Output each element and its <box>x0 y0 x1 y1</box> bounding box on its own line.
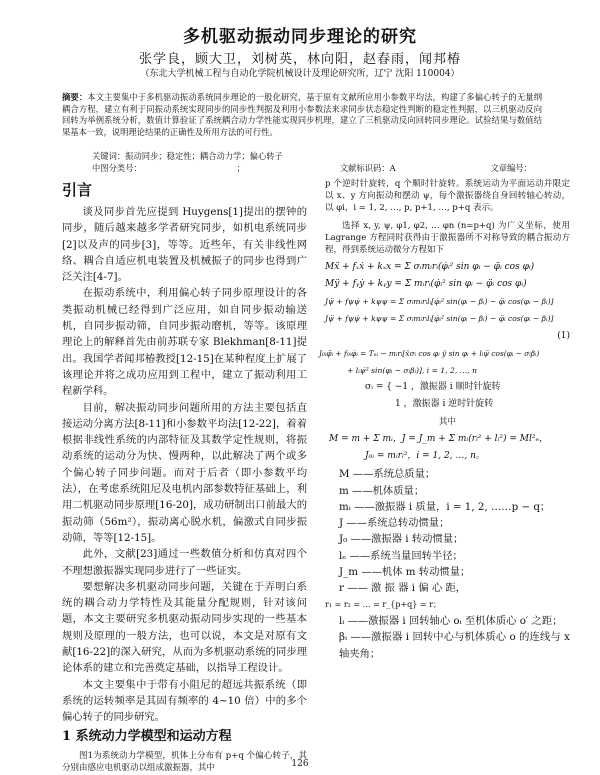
paragraph: 在振动系统中，利用偏心转子同步原理设计的各类振动机械已经得到广泛应用，如自同步振动输送机，自同步振动筛，自同步振动磨机，等等。该原理理论上的解释首先由前苏联专家 Blekhman[8-11]提出。我国学者闻邦椿教授[12-15]在某种程度上扩展了该理论并将之成功应用到工程中，建立了振动利用工程新学科。 <box>62 287 307 398</box>
left-column <box>62 178 307 774</box>
definition-item: J ——系统总转动惯量； <box>339 517 450 530</box>
where-label: 其中 <box>438 417 456 428</box>
equation-line: Jψ̈ + fψψ̇ + kψψ = Σ σᵢmᵢrᵢlᵢ[φ̇ᵢ² sin(φᵢ − βᵢ) − φ̈ᵢ cos(φᵢ − βᵢ)] <box>325 297 554 306</box>
paragraph: 此外，文献[23]通过一些数值分析和仿真对四个不理想激振器实现同步进行了一些证实。 <box>62 548 307 577</box>
clc-label: 中图分类号： <box>92 163 142 173</box>
article-number: 文章编号： <box>490 163 532 173</box>
definition-item: J_m ——机体 m 转动惯量； <box>339 566 471 579</box>
right-column <box>319 178 570 662</box>
equation-line: J₀ᵢφ̈ᵢ + f₀ᵢφ̇ᵢ = Tₑᵢ − mᵢrᵢ[ẍσᵢ cos φᵢ ÿ sin φᵢ + lᵢψ̈ cos(φᵢ − σᵢβᵢ) <box>319 349 540 359</box>
paragraph: 图1为系统动力学模型，机体上分布有 p+q 个偏心转子，其分别由感应电机驱动以组成激振器，其中 <box>62 750 307 773</box>
equation-line: M = m + Σ mᵢ，J = J_m + Σ mᵢ(rᵢ² + lᵢ²) = Ml²ₑ， <box>329 434 548 445</box>
keywords: 关键词：振动同步；稳定性；耦合动力学；偏心转子 <box>92 151 283 161</box>
paragraph: 选择 x, y, ψ, φ1, φ2, … φn (n=p+q) 为广义坐标，使用 Lagrange 方程同时获得由于激振器所不对称导致的耦合振动方程，得到系统运动微分方程如下 <box>325 221 570 255</box>
page-number: 126 <box>291 759 309 769</box>
section-heading-intro: 引言 <box>62 181 93 199</box>
definition-item: M ——系统总质量； <box>339 468 436 481</box>
equation-line: Mÿ + fᵧẏ + kᵧy = Σ mᵢrᵢ(φ̇ᵢ² sin φᵢ − φ̈ᵢ cos φᵢ) <box>325 279 527 289</box>
symbol-definitions <box>325 466 570 662</box>
definition-item: lₑ ——系统当量回转半径； <box>339 549 463 562</box>
author-list: 张学良，顾大卫，刘树英，林向阳，赵春雨，闻邦椿 <box>138 52 461 67</box>
abstract-label: 摘要： <box>62 92 88 102</box>
definition-item: r —— 激 振 器 i 偏 心 距， <box>339 582 467 595</box>
definition-item: lᵢ ——激振器 i 回转轴心 oᵢ 至机体质心 o′ 之距； <box>339 614 563 627</box>
paragraph: p 个逆时针旋转，q 个顺时针旋转。系统运动为平面运动并限定以 x、y 方向振动和摆动 ψ，每个激振器绕自身回转轴心转动，以 φi，i = 1, 2, …, p, p+1, …, p+q 表示。 <box>325 179 570 213</box>
equation-line: J₀ᵢ = mᵢrᵢ²，i = 1, 2, …, n。 <box>365 451 485 462</box>
definition-item: r₁ = r₂ = … = r_{p+q} = r； <box>325 599 441 609</box>
paper-title: 多机驱动振动同步理论的研究 <box>183 27 417 47</box>
equation-line: Jψ̈ + fψψ̇ + kψψ = Σ σᵢmᵢrᵢlᵢ[φ̇ᵢ² sin(φᵢ − βᵢ) − φ̈ᵢ cos(φᵢ − βᵢ)] <box>325 314 554 323</box>
definition-item: mᵢ ——激振器 i 质量，i = 1, 2, ……p − q； <box>339 500 551 513</box>
sigma-case-2: 1 ，激振器 i 逆时针旋转 <box>395 399 494 410</box>
definition-item: βᵢ ——激振器 i 回转中心与机体质心 o 的连线与 x 轴夹角； <box>339 631 570 660</box>
doc-code: 文献标识码：A <box>339 163 396 173</box>
paragraph: 谈及同步首先应提到 Huygens[1]提出的摆钟的同步，随后越来越多学者研究同步，如机电系统同步[2]以及声的同步[3]，等等。近些年，有关非线性网络、耦合自适应机电装置及机械振子的同步也得到广泛关注[4-7]。 <box>62 206 307 284</box>
abstract-text: 本文主要集中于多机驱动振动系统同步理论的一般化研究，基于原有文献所应用小参数平均法，构建了多偏心转子的无量纲耦合方程，建立有利于同振动系统实现同步的同步性判据及利用小参数法来求同步状态稳定性判断的稳定性判据，以三机驱动反向回转为举例系统分析，数值计算验证了系统耦合动力学性能实现同步机理，建立了三机驱动反向回转同步理论。试验结果与数值结果基本一致，说明理论结果的正确性及所用方法的可行性。 <box>62 92 542 137</box>
clc-separator: ； <box>236 163 245 173</box>
definition-item: J₀ ——激振器 i 转动惯量； <box>339 533 464 546</box>
paragraph: 本文主要集中于带有小阻尼的超远共振系统（即系统的运转频率是其固有频率的 4~10 倍）中的多个偏心转子的同步研究。 <box>62 678 307 724</box>
paragraph: 目前，解决振动同步问题所用的方法主要包括直接运动分离方法[8-11]和小参数平均法[12-22]，着着根据非线性系统的内部特征及其数学定性规则，将振动系统的运动分为快、慢两种，以此解决了两个或多个偏心转子同步问题。而对于后者（即小参数平均法），在考虑系统阻尼及电机内部参数特征基础上，利用二机驱动同步原理[16-20]，成功研制出口前最大的振动筛（56m²），振动离心脱水机，偏激式自同步振动筛，等等[12-15]。 <box>62 401 307 544</box>
equation-number: (1) <box>557 331 570 341</box>
classification-line <box>92 162 532 174</box>
affiliation: （东北大学机械工程与自动化学院机械设计及理论研究所，辽宁 沈阳 110004） <box>140 69 460 79</box>
section-heading-1: 1 系统动力学模型和运动方程 <box>62 728 232 744</box>
definition-item: m ——机体质量； <box>339 484 425 497</box>
abstract <box>62 92 542 138</box>
paragraph: 要想解决多机驱动同步问题，关键在于弄明白系统的耦合动力学特性及其能量分配规则，针对该问题，本文主要研究多机驱动振动同步实现的一些基本规则及原理的一般方法，也可以说，本文是对原有文献[16-22]的深入研究，从而为多机驱动系统的同步理论体系的建立和完善奠定基础，以指导工程设计。 <box>62 580 307 675</box>
equation-line: Mẍ + fₓẋ + kₓx = Σ σᵢmᵢrᵢ(φ̇ᵢ² sin φᵢ − φ̈ᵢ cos φᵢ) <box>325 262 535 272</box>
sigma-case-1: σᵢ = { −1 ，激振器 i 顺时针旋转 <box>365 382 501 393</box>
equation-line: + lᵢψ̇² sin(φᵢ − σᵢβᵢ)], i = 1, 2, …, n <box>347 366 477 376</box>
